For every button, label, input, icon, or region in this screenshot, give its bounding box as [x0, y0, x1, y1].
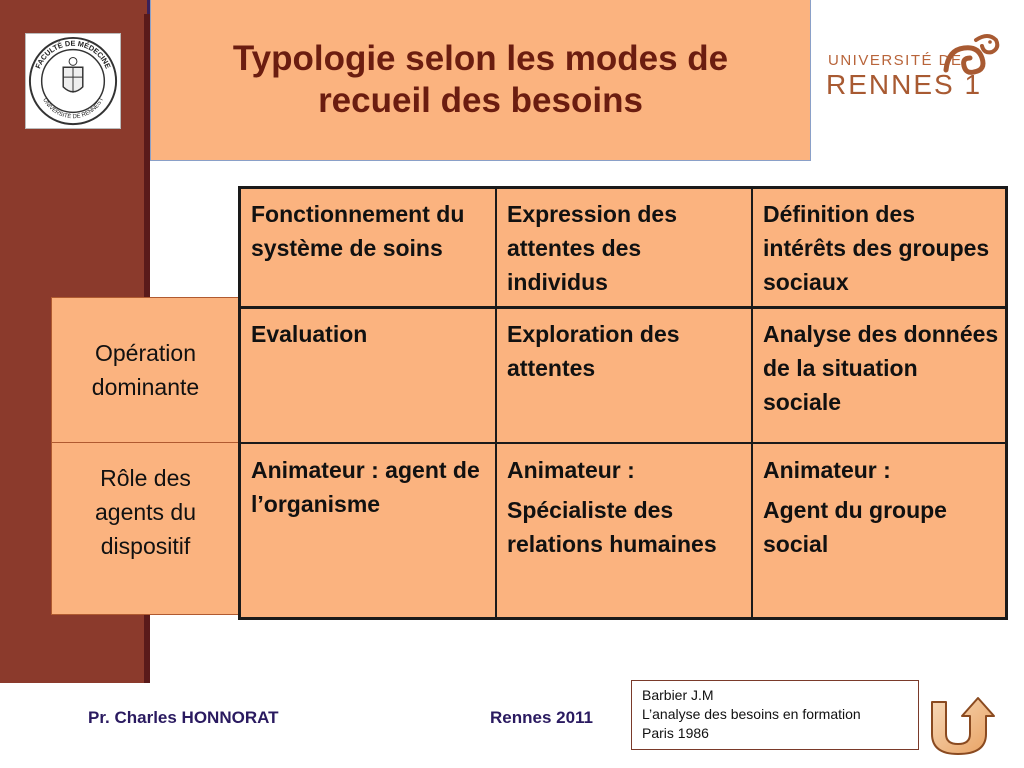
- logo-line2: RENNES 1: [826, 69, 983, 100]
- table-header-cell: Fonctionnement du système de soins: [251, 201, 465, 261]
- role-line: Animateur :: [763, 457, 891, 483]
- faculty-seal-graphic: [26, 34, 120, 128]
- row-label-role: Rôle des agents du dispositif: [94, 465, 197, 559]
- return-arrow-graphic: [928, 694, 998, 756]
- reference-place-year: Paris 1986: [642, 725, 709, 741]
- seal-outer-text: FACULTÉ DE MÉDECINE: [33, 38, 113, 70]
- logo-line1: UNIVERSITÉ DE: [828, 52, 963, 69]
- faculty-seal-icon: [25, 33, 121, 129]
- table-role-cell: [753, 445, 1009, 575]
- table-row-divider: [241, 442, 1005, 444]
- table-header-cell: Définition des intérêts des groupes sociaux: [763, 201, 990, 295]
- table-operation-cell: Analyse des données de la situation sociale: [763, 321, 999, 415]
- table-header-cell: Expression des attentes des individus: [507, 201, 678, 295]
- table-role-cell: [241, 445, 495, 535]
- title-banner: [150, 0, 811, 161]
- table-operation-cell: Exploration des attentes: [507, 321, 680, 381]
- squirrel-logo-icon: [938, 30, 1002, 78]
- table-operation-cell: Evaluation: [251, 321, 368, 347]
- typology-table: [238, 186, 1008, 620]
- role-line: Animateur :: [507, 457, 635, 483]
- role-line: Animateur : agent de l’organisme: [251, 457, 480, 517]
- table-role-cell: [497, 445, 751, 575]
- row-labels-box: [51, 297, 240, 615]
- role-line: Spécialiste des relations humaines: [507, 497, 717, 557]
- role-line: Agent du groupe social: [763, 497, 947, 557]
- row-label-operation: Opération dominante: [91, 340, 200, 400]
- seal-inner-text: UNIVERSITÉ DE RENNES I: [41, 97, 105, 121]
- row-label-divider: [52, 442, 239, 443]
- footer-place-year: Rennes 2011: [490, 708, 594, 727]
- return-arrow-icon[interactable]: [928, 694, 998, 756]
- slide-title: Typologie selon les modes de recueil des besoins: [232, 39, 729, 120]
- footer-author: Pr. Charles HONNORAT: [88, 708, 279, 727]
- reference-box: [631, 680, 919, 750]
- reference-title: L’analyse des besoins en formation: [642, 706, 861, 722]
- reference-author: Barbier J.M: [642, 687, 714, 703]
- university-logo: [826, 30, 1006, 100]
